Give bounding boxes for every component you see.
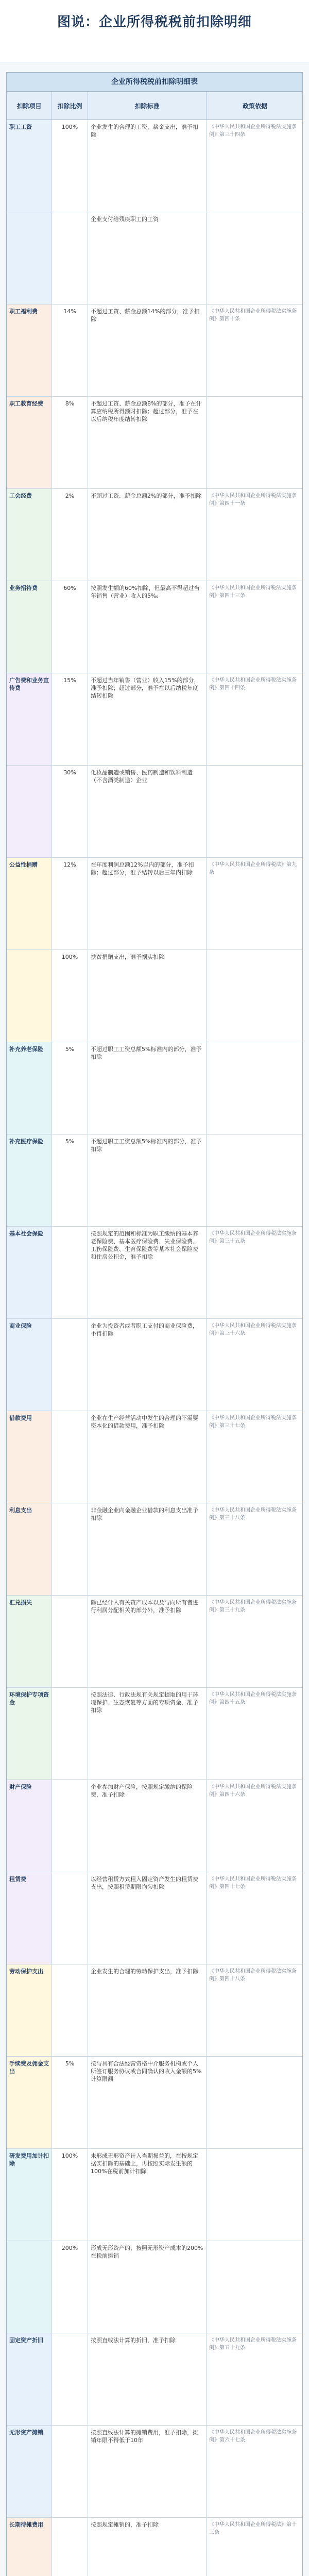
row-basis-cell bbox=[207, 2149, 303, 2241]
table-row bbox=[7, 2518, 302, 2576]
row-rate-cell: 15% bbox=[52, 673, 88, 765]
table-row bbox=[7, 2241, 302, 2333]
row-standard-cell: 按照规定摊销的，准予扣除 bbox=[88, 2518, 207, 2576]
row-rate-cell: 200% bbox=[52, 2241, 88, 2333]
row-standard-cell: 不超过工资、薪金总额14%的部分，准予扣除 bbox=[88, 304, 207, 396]
table-body bbox=[7, 120, 302, 2576]
row-item-cell: 公益性捐赠 bbox=[7, 858, 52, 950]
row-rate-cell bbox=[52, 1688, 88, 1780]
row-item-cell: 借款费用 bbox=[7, 1411, 52, 1503]
row-rate-cell: 30% bbox=[52, 766, 88, 857]
row-rate-cell: 5% bbox=[52, 1042, 88, 1134]
row-basis-cell: 《中华人民共和国企业所得税法实施条例》第三十九条 bbox=[209, 1600, 297, 1613]
row-standard-cell: 在年度利润总额12%以内的部分，准予扣除；超过部分，准予结转以后三年内扣除 bbox=[88, 858, 207, 950]
row-basis-cell bbox=[207, 2241, 303, 2333]
table-row bbox=[7, 212, 302, 304]
row-standard-cell: 按与具有合法经营资格中介服务机构或个人所签订服务协议或合同确认的收入金额的5%计算限额 bbox=[88, 2057, 207, 2148]
row-rate-cell: 14% bbox=[52, 304, 88, 396]
row-standard-cell: 企业参加财产保险，按照规定缴纳的保险费，准予扣除 bbox=[88, 1780, 207, 1872]
row-standard-cell: 按照直线法计算的摊销费用，准予扣除，摊销年限不得低于10年 bbox=[88, 2426, 207, 2517]
row-item-cell: 职工工资 bbox=[7, 120, 52, 212]
row-rate-cell: 2% bbox=[52, 489, 88, 581]
row-item-cell: 环境保护专项资金 bbox=[7, 1688, 52, 1780]
row-item-cell: 业务招待费 bbox=[7, 581, 52, 673]
row-item-cell: 劳动保护支出 bbox=[7, 1964, 52, 2056]
row-item-cell: 研发费用加计扣除 bbox=[7, 2149, 52, 2241]
row-standard-cell: 企业为投资者或者职工支付的商业保险费，不得扣除 bbox=[88, 1319, 207, 1411]
table-row bbox=[7, 120, 302, 212]
row-standard-cell: 按照发生额的60%扣除，但最高不得超过当年销售（营业）收入的5‰ bbox=[88, 581, 207, 673]
row-item-cell: 固定资产折旧 bbox=[7, 2333, 52, 2425]
row-basis-cell bbox=[207, 2057, 303, 2148]
row-item-cell bbox=[7, 766, 52, 857]
table-row bbox=[7, 581, 302, 673]
row-rate-cell bbox=[52, 2518, 88, 2576]
row-standard-cell: 不超过当年销售（营业）收入15%的部分，准予扣除；超过部分，准予在以后纳税年度结转扣除 bbox=[88, 673, 207, 765]
row-item-cell: 长期待摊费用 bbox=[7, 2518, 52, 2576]
table-row bbox=[7, 1780, 302, 1872]
row-item-cell: 工会经费 bbox=[7, 489, 52, 581]
table-row bbox=[7, 2426, 302, 2518]
row-rate-cell: 5% bbox=[52, 1134, 88, 1226]
row-standard-cell: 化妆品制造或销售、医药制造和饮料制造（不含酒类制造）企业 bbox=[88, 766, 207, 857]
row-standard-cell: 不超过工资、薪金总额8%的部分，准予在计算应纳税所得额时扣除；超过部分，准予在以后纳税年度结转扣除 bbox=[88, 397, 207, 488]
row-item-cell: 补充养老保险 bbox=[7, 1042, 52, 1134]
row-item-cell: 职工教育经费 bbox=[7, 397, 52, 488]
row-basis-cell: 《中华人民共和国企业所得税法实施条例》第四十条 bbox=[209, 309, 297, 322]
table-row bbox=[7, 950, 302, 1042]
row-basis-cell: 《中华人民共和国企业所得税法实施条例》第六十七条 bbox=[209, 2430, 297, 2443]
row-standard-cell: 按照法律、行政法规有关规定提取的用于环境保护、生态恢复等方面的专项资金，准予扣除 bbox=[88, 1688, 207, 1780]
table-header bbox=[7, 92, 302, 120]
column-header-item: 扣除项目 bbox=[7, 92, 52, 120]
row-rate-cell bbox=[52, 1503, 88, 1595]
row-rate-cell bbox=[52, 1227, 88, 1318]
table-row bbox=[7, 766, 302, 858]
row-item-cell: 财产保险 bbox=[7, 1780, 52, 1872]
row-standard-cell: 除已经计入有关资产成本以及与向所有者进行利润分配相关的部分外，准予扣除 bbox=[88, 1596, 207, 1687]
row-basis-cell: 《中华人民共和国企业所得税法实施条例》第三十八条 bbox=[209, 1507, 297, 1521]
table-row bbox=[7, 858, 302, 950]
row-rate-cell: 60% bbox=[52, 581, 88, 673]
row-basis-cell: 《中华人民共和国企业所得税法实施条例》第四十七条 bbox=[209, 1876, 297, 1890]
row-basis-cell bbox=[207, 766, 303, 857]
row-basis-cell bbox=[207, 1042, 303, 1134]
row-rate-cell: 100% bbox=[52, 950, 88, 1042]
row-item-cell: 利息支出 bbox=[7, 1503, 52, 1595]
row-rate-cell: 8% bbox=[52, 397, 88, 488]
row-standard-cell: 以经营租赁方式租入固定资产发生的租赁费支出，按照租赁期限均匀扣除 bbox=[88, 1872, 207, 1964]
table-row bbox=[7, 1596, 302, 1688]
row-basis-cell: 《中华人民共和国企业所得税法实施条例》第四十五条 bbox=[209, 1692, 297, 1705]
table-row bbox=[7, 1319, 302, 1411]
row-item-cell bbox=[7, 212, 52, 304]
row-basis-cell: 《中华人民共和国企业所得税法实施条例》第四十六条 bbox=[209, 1784, 297, 1798]
row-item-cell bbox=[7, 2241, 52, 2333]
row-standard-cell: 不超过工资、薪金总额2%的部分，准予扣除 bbox=[88, 489, 207, 581]
row-basis-cell bbox=[207, 212, 303, 304]
row-item-cell: 汇兑损失 bbox=[7, 1596, 52, 1687]
row-item-cell: 租赁费 bbox=[7, 1872, 52, 1964]
table-row bbox=[7, 1503, 302, 1596]
row-standard-cell: 不超过职工工资总额5%标准内的部分，准予扣除 bbox=[88, 1042, 207, 1134]
table-row bbox=[7, 1964, 302, 2057]
row-rate-cell bbox=[52, 1964, 88, 2056]
row-standard-cell: 按照直线法计算的折旧，准予扣除 bbox=[88, 2333, 207, 2425]
row-rate-cell: 100% bbox=[52, 120, 88, 212]
table-row bbox=[7, 1872, 302, 1964]
row-item-cell: 无形资产摊销 bbox=[7, 2426, 52, 2517]
row-item-cell: 补充医疗保险 bbox=[7, 1134, 52, 1226]
table-row bbox=[7, 1042, 302, 1134]
table-row bbox=[7, 2057, 302, 2149]
row-standard-cell: 扶贫捐赠支出，准予据实扣除 bbox=[88, 950, 207, 1042]
row-item-cell: 基本社会保险 bbox=[7, 1227, 52, 1318]
row-rate-cell: 5% bbox=[52, 2057, 88, 2148]
table-row bbox=[7, 673, 302, 766]
row-basis-cell: 《中华人民共和国企业所得税法》第十三条 bbox=[209, 2522, 297, 2535]
row-basis-cell: 《中华人民共和国企业所得税法实施条例》第四十八条 bbox=[209, 1969, 297, 1982]
table-row bbox=[7, 304, 302, 397]
row-rate-cell bbox=[52, 2426, 88, 2517]
row-basis-cell bbox=[207, 1134, 303, 1226]
article-header bbox=[0, 0, 309, 62]
table-row bbox=[7, 1134, 302, 1227]
row-rate-cell bbox=[52, 1319, 88, 1411]
row-basis-cell: 《中华人民共和国企业所得税法实施条例》第五十九条 bbox=[209, 2337, 297, 2351]
row-basis-cell: 《中华人民共和国企业所得税法实施条例》第三十七条 bbox=[209, 1415, 297, 1429]
row-item-cell: 手续费及佣金支出 bbox=[7, 2057, 52, 2148]
deduction-table bbox=[6, 72, 303, 2576]
row-item-cell bbox=[7, 950, 52, 1042]
row-standard-cell: 不超过职工工资总额5%标准内的部分，准予扣除 bbox=[88, 1134, 207, 1226]
row-basis-cell: 《中华人民共和国企业所得税法实施条例》第三十五条 bbox=[209, 1231, 297, 1244]
row-standard-cell: 企业发生的合理的工资、薪金支出，准予扣除 bbox=[88, 120, 207, 212]
row-basis-cell: 《中华人民共和国企业所得税法实施条例》第三十四条 bbox=[209, 124, 297, 138]
row-item-cell: 职工福利费 bbox=[7, 304, 52, 396]
row-standard-cell: 非金融企业向金融企业借款的利息支出准予扣除 bbox=[88, 1503, 207, 1595]
row-rate-cell bbox=[52, 1872, 88, 1964]
table-row bbox=[7, 397, 302, 489]
row-rate-cell bbox=[52, 1596, 88, 1687]
row-standard-cell: 未形成无形资产计入当期损益的，在按规定据实扣除的基础上，再按照实际发生额的100%在税前加计扣除 bbox=[88, 2149, 207, 2241]
table-row bbox=[7, 1227, 302, 1319]
row-item-cell: 广告费和业务宣传费 bbox=[7, 673, 52, 765]
table-row bbox=[7, 1688, 302, 1780]
row-standard-cell: 形成无形资产的，按照无形资产成本的200%在税前摊销 bbox=[88, 2241, 207, 2333]
article-meta bbox=[284, 40, 297, 48]
row-rate-cell bbox=[52, 212, 88, 304]
table-row bbox=[7, 2149, 302, 2241]
row-basis-cell bbox=[207, 397, 303, 488]
table-caption: 企业所得税税前扣除明细表 bbox=[7, 73, 302, 92]
table-row bbox=[7, 489, 302, 581]
row-standard-cell: 企业在生产经营活动中发生的合理的不需要资本化的借款费用，准予扣除 bbox=[88, 1411, 207, 1503]
row-basis-cell: 《中华人民共和国企业所得税法实施条例》第四十一条 bbox=[209, 493, 297, 506]
row-rate-cell bbox=[52, 2333, 88, 2425]
column-header-rate: 扣除比例 bbox=[52, 92, 88, 120]
row-rate-cell: 100% bbox=[52, 2149, 88, 2241]
row-standard-cell: 企业支付给残疾职工的工资 bbox=[88, 212, 207, 304]
row-basis-cell bbox=[207, 950, 303, 1042]
row-basis-cell: 《中华人民共和国企业所得税法实施条例》第四十四条 bbox=[209, 677, 297, 691]
table-row bbox=[7, 2333, 302, 2426]
row-item-cell: 商业保险 bbox=[7, 1319, 52, 1411]
row-basis-cell: 《中华人民共和国企业所得税法实施条例》第四十三条 bbox=[209, 585, 297, 599]
row-rate-cell bbox=[52, 1780, 88, 1872]
row-standard-cell: 按照规定的范围和标准为职工缴纳的基本养老保险费、基本医疗保险费、失业保险费、工伤保险费、生育保险费等基本社会保险费和住房公积金，准予扣除 bbox=[88, 1227, 207, 1318]
column-header-basis: 政策依据 bbox=[242, 102, 267, 110]
column-header-standard: 扣除标准 bbox=[88, 92, 207, 120]
row-rate-cell bbox=[52, 1411, 88, 1503]
row-rate-cell: 12% bbox=[52, 858, 88, 950]
page-title: 图说：企业所得税税前扣除明细 bbox=[57, 14, 252, 30]
row-standard-cell: 企业发生的合理的劳动保护支出，准予扣除 bbox=[88, 1964, 207, 2056]
table-row bbox=[7, 1411, 302, 1503]
row-basis-cell: 《中华人民共和国企业所得税法》第九条 bbox=[209, 862, 297, 875]
row-basis-cell: 《中华人民共和国企业所得税法实施条例》第三十六条 bbox=[209, 1323, 297, 1336]
